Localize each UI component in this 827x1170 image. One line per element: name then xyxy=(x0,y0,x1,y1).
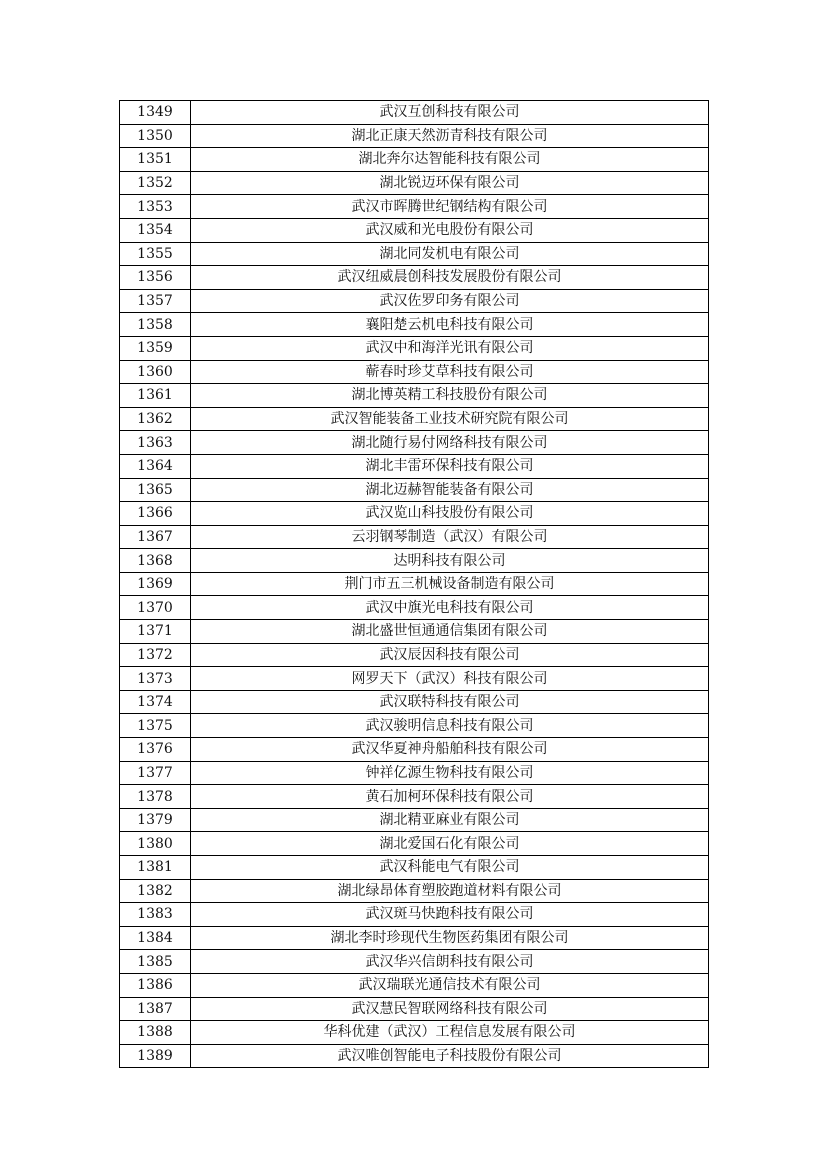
row-number: 1373 xyxy=(120,667,191,691)
company-name: 武汉科能电气有限公司 xyxy=(191,856,709,880)
row-number: 1367 xyxy=(120,525,191,549)
row-number: 1374 xyxy=(120,690,191,714)
row-number: 1354 xyxy=(120,218,191,242)
company-name: 黄石加柯环保科技有限公司 xyxy=(191,785,709,809)
row-number: 1383 xyxy=(120,903,191,927)
row-number: 1363 xyxy=(120,431,191,455)
table-row xyxy=(120,596,709,620)
row-number: 1370 xyxy=(120,596,191,620)
company-list-table xyxy=(119,100,709,1068)
table-row xyxy=(120,926,709,950)
company-name: 湖北爱国石化有限公司 xyxy=(191,832,709,856)
table-row xyxy=(120,266,709,290)
row-number: 1358 xyxy=(120,313,191,337)
company-name: 武汉中和海洋光讯有限公司 xyxy=(191,336,709,360)
row-number: 1388 xyxy=(120,1021,191,1045)
row-number: 1384 xyxy=(120,926,191,950)
company-name: 湖北随行易付网络科技有限公司 xyxy=(191,431,709,455)
company-name: 网罗天下（武汉）科技有限公司 xyxy=(191,667,709,691)
row-number: 1368 xyxy=(120,549,191,573)
company-name: 湖北正康天然沥青科技有限公司 xyxy=(191,124,709,148)
company-name: 湖北盛世恒通通信集团有限公司 xyxy=(191,620,709,644)
company-name: 达明科技有限公司 xyxy=(191,549,709,573)
table-body xyxy=(120,101,709,1068)
table-row xyxy=(120,289,709,313)
company-name: 钟祥亿源生物科技有限公司 xyxy=(191,761,709,785)
row-number: 1357 xyxy=(120,289,191,313)
table-row xyxy=(120,101,709,125)
company-name: 湖北奔尔达智能科技有限公司 xyxy=(191,148,709,172)
table-row xyxy=(120,785,709,809)
company-name: 湖北锐迈环保有限公司 xyxy=(191,171,709,195)
row-number: 1361 xyxy=(120,384,191,408)
row-number: 1353 xyxy=(120,195,191,219)
table-row xyxy=(120,478,709,502)
company-name: 武汉联特科技有限公司 xyxy=(191,690,709,714)
company-name: 武汉瑞联光通信技术有限公司 xyxy=(191,973,709,997)
table-row xyxy=(120,384,709,408)
table-row xyxy=(120,879,709,903)
table-row xyxy=(120,313,709,337)
company-name: 湖北李时珍现代生物医药集团有限公司 xyxy=(191,926,709,950)
table-row xyxy=(120,195,709,219)
table-row xyxy=(120,407,709,431)
row-number: 1366 xyxy=(120,502,191,526)
row-number: 1376 xyxy=(120,738,191,762)
table-row xyxy=(120,336,709,360)
company-name: 武汉华兴信朗科技有限公司 xyxy=(191,950,709,974)
table-row xyxy=(120,360,709,384)
row-number: 1375 xyxy=(120,714,191,738)
row-number: 1377 xyxy=(120,761,191,785)
company-name: 武汉智能装备工业技术研究院有限公司 xyxy=(191,407,709,431)
row-number: 1359 xyxy=(120,336,191,360)
row-number: 1382 xyxy=(120,879,191,903)
row-number: 1352 xyxy=(120,171,191,195)
table-row xyxy=(120,124,709,148)
table-row xyxy=(120,667,709,691)
row-number: 1371 xyxy=(120,620,191,644)
table-row xyxy=(120,808,709,832)
company-name: 武汉览山科技股份有限公司 xyxy=(191,502,709,526)
row-number: 1372 xyxy=(120,643,191,667)
table-row xyxy=(120,738,709,762)
company-name: 武汉互创科技有限公司 xyxy=(191,101,709,125)
row-number: 1364 xyxy=(120,454,191,478)
row-number: 1378 xyxy=(120,785,191,809)
table-row xyxy=(120,856,709,880)
company-name: 襄阳楚云机电科技有限公司 xyxy=(191,313,709,337)
row-number: 1369 xyxy=(120,572,191,596)
table-row xyxy=(120,1021,709,1045)
table-row xyxy=(120,997,709,1021)
row-number: 1385 xyxy=(120,950,191,974)
company-name: 华科优建（武汉）工程信息发展有限公司 xyxy=(191,1021,709,1045)
company-name: 武汉纽威晨创科技发展股份有限公司 xyxy=(191,266,709,290)
company-name: 湖北精亚麻业有限公司 xyxy=(191,808,709,832)
table-row xyxy=(120,690,709,714)
company-name: 湖北绿昂体育塑胶跑道材料有限公司 xyxy=(191,879,709,903)
company-name: 云羽钢琴制造（武汉）有限公司 xyxy=(191,525,709,549)
table-row xyxy=(120,525,709,549)
table-row xyxy=(120,502,709,526)
company-name: 武汉慧民智联网络科技有限公司 xyxy=(191,997,709,1021)
table-row xyxy=(120,218,709,242)
company-name: 武汉骏明信息科技有限公司 xyxy=(191,714,709,738)
table-row xyxy=(120,148,709,172)
company-name: 湖北同发机电有限公司 xyxy=(191,242,709,266)
company-name: 武汉中旗光电科技有限公司 xyxy=(191,596,709,620)
row-number: 1362 xyxy=(120,407,191,431)
row-number: 1351 xyxy=(120,148,191,172)
company-name: 武汉佐罗印务有限公司 xyxy=(191,289,709,313)
table-row xyxy=(120,643,709,667)
table-row xyxy=(120,431,709,455)
table-row xyxy=(120,572,709,596)
row-number: 1389 xyxy=(120,1044,191,1068)
row-number: 1355 xyxy=(120,242,191,266)
company-name: 武汉市晖腾世纪钢结构有限公司 xyxy=(191,195,709,219)
row-number: 1381 xyxy=(120,856,191,880)
row-number: 1387 xyxy=(120,997,191,1021)
row-number: 1360 xyxy=(120,360,191,384)
table-row xyxy=(120,242,709,266)
table-row xyxy=(120,171,709,195)
company-name: 武汉华夏神舟船舶科技有限公司 xyxy=(191,738,709,762)
row-number: 1350 xyxy=(120,124,191,148)
company-name: 武汉威和光电股份有限公司 xyxy=(191,218,709,242)
company-name: 蕲春时珍艾草科技有限公司 xyxy=(191,360,709,384)
company-name: 武汉辰因科技有限公司 xyxy=(191,643,709,667)
row-number: 1349 xyxy=(120,101,191,125)
company-name: 湖北博英精工科技股份有限公司 xyxy=(191,384,709,408)
company-name: 武汉唯创智能电子科技股份有限公司 xyxy=(191,1044,709,1068)
table-row xyxy=(120,1044,709,1068)
company-name: 湖北迈赫智能装备有限公司 xyxy=(191,478,709,502)
table-row xyxy=(120,454,709,478)
company-name: 荆门市五三机械设备制造有限公司 xyxy=(191,572,709,596)
table-row xyxy=(120,761,709,785)
row-number: 1380 xyxy=(120,832,191,856)
table-row xyxy=(120,950,709,974)
company-name: 湖北丰雷环保科技有限公司 xyxy=(191,454,709,478)
company-name: 武汉斑马快跑科技有限公司 xyxy=(191,903,709,927)
row-number: 1365 xyxy=(120,478,191,502)
table-row xyxy=(120,903,709,927)
row-number: 1386 xyxy=(120,973,191,997)
table-row xyxy=(120,620,709,644)
table-row xyxy=(120,973,709,997)
row-number: 1356 xyxy=(120,266,191,290)
table-row xyxy=(120,714,709,738)
row-number: 1379 xyxy=(120,808,191,832)
table-row xyxy=(120,549,709,573)
table-row xyxy=(120,832,709,856)
